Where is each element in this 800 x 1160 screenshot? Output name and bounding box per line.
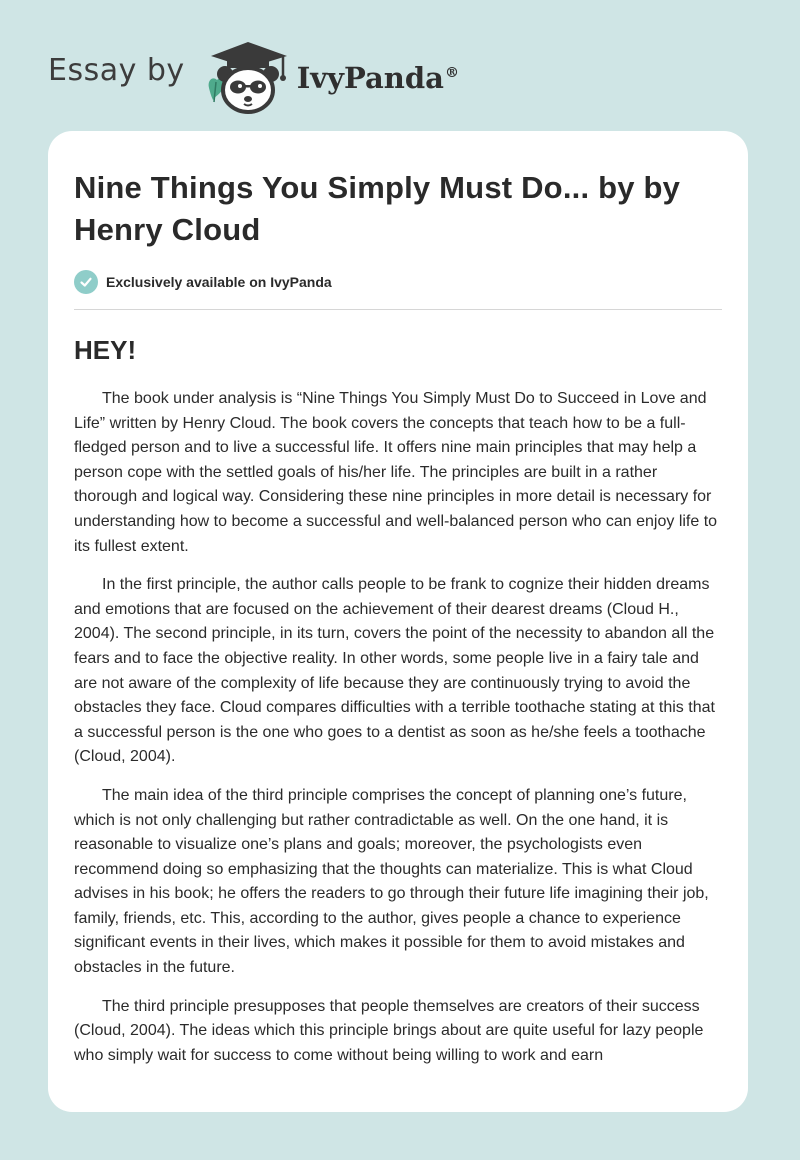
section-heading: HEY!: [74, 335, 137, 365]
paragraph-1: The book under analysis is “Nine Things You Simply Must Do to Succeed in Love and Life” written by Henry Cloud. The book covers the concepts that teach how to be a full-fledged person and to live a successful life. It offers nine main principles that may help a person cope with the settled goals of his/her life. The principles are built in a rather thorough and logical way. Considering these nine principles in more detail is necessary for understanding how to become a successful and well-balanced person who can enjoy life to its fullest extent.: [74, 390, 718, 555]
registered-mark: ®: [444, 65, 459, 82]
checkmark-icon: [74, 270, 98, 294]
panda-logo-icon: [203, 36, 293, 116]
brand-name: IvyPanda®: [296, 61, 459, 95]
essay-title: Nine Things You Simply Must Do... by by Henry Cloud: [74, 170, 681, 247]
brand-prefix: Essay by: [48, 52, 185, 88]
paragraph-2: In the first principle, the author calls people to be frank to cognize their hidden dreams and emotions that are focused on the achievement of their dearest dreams (Cloud H., 2004). The second principle, in its turn, covers the point of the necessity to abandon all the fears and to face the objective reality. In other words, some people live in a fairy tale and are not aware of the complexity of life because they are continuously trying to avoid the obstacles they face. Cloud compares difficulties with a terrible toothache stating at this that a successful person is the one who goes to a dentist as soon as he/she feels a toothache (Cloud, 2004).: [74, 576, 715, 766]
exclusive-label: Exclusively available on IvyPanda: [106, 274, 332, 290]
paragraph-3: The main idea of the third principle comprises the concept of planning one’s future, which is not only challenging but rather contradictable as well. On the one hand, it is reasonable to visualize one’s plans and goals; moreover, the psychologists even recommend doing so emphasizing that the thoughts can materialize. This is what Cloud advises in his book; he offers the readers to go through their future life imagining their job, family, friends, etc. This, according to the author, gives people a chance to experience significant events in their lives, which makes it possible for them to avoid mistakes and obstacles in the future.: [74, 786, 709, 977]
paragraph-4: The third principle presupposes that people themselves are creators of their success (Cloud, 2004). The ideas which this principle brings about are quite useful for lazy people who simply wait for success to come without being willing to work and earn: [74, 997, 704, 1064]
essay-body: [74, 387, 722, 1068]
exclusive-badge: [74, 270, 722, 294]
essay-card: [48, 131, 748, 1112]
title-divider: [74, 309, 722, 310]
site-brand[interactable]: [48, 36, 459, 116]
